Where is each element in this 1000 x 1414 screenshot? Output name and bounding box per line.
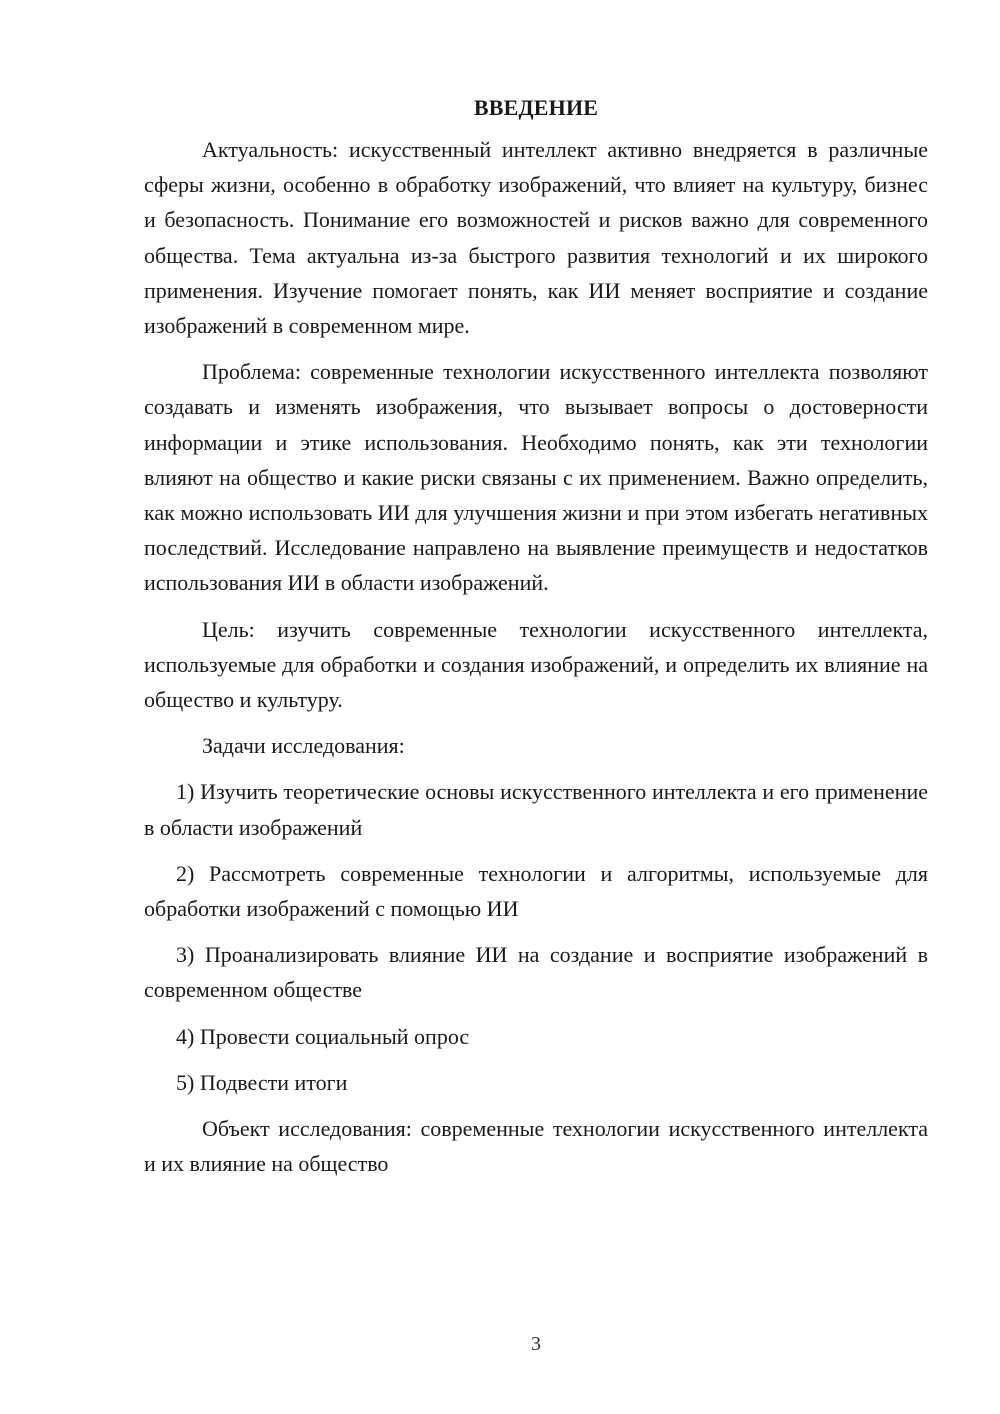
page-number: 3 (531, 1333, 541, 1355)
tasks-title: Задачи исследования: (202, 733, 405, 759)
task-item: 3) Проанализировать влияние ИИ на создание и восприятие изображений в современном обществе (144, 942, 928, 1003)
object-paragraph: Объект исследования: современные технологии искусственного интеллекта и их влияние на общество (144, 1116, 928, 1177)
task-item: 5) Подвести итоги (176, 1069, 348, 1095)
goal-paragraph: Цель: изучить современные технологии искусственного интеллекта, используемые для обработки и создания изображений, и определить их влияние на общество и культуру. (144, 616, 928, 713)
relevance-paragraph: Актуальность: искусственный интеллект активно внедряется в различные сферы жизни, особенно в обработку изображений, что влияет на культуру, бизнес и безопасность. Понимание его возможностей и рисков важно для современного общества. Тема актуальна из-за быстрого развития технологий и их широкого применения. Изучение помогает понять, как ИИ меняет восприятие и создание изображений в современном мире. (144, 137, 928, 339)
task-item: 4) Провести социальный опрос (176, 1023, 470, 1049)
problem-paragraph: Проблема: современные технологии искусственного интеллекта позволяют создавать и изменять изображения, что вызывает вопросы о достоверности информации и этике использования. Необходимо понять, как эти технологии влияют на общество и какие риски связаны с их применением. Важно определить, как можно использовать ИИ для улучшения жизни и при этом избегать негативных последствий. Исследование направлено на выявление преимуществ и недостатков использования ИИ в области изображений. (144, 359, 928, 596)
section-heading: ВВЕДЕНИЕ (473, 95, 599, 120)
task-item: 2) Рассмотреть современные технологии и алгоритмы, используемые для обработки изображений с помощью ИИ (144, 860, 928, 922)
task-item: 1) Изучить теоретические основы искусственного интеллекта и его применение в области изображений (144, 779, 928, 840)
document-page (144, 90, 928, 1192)
